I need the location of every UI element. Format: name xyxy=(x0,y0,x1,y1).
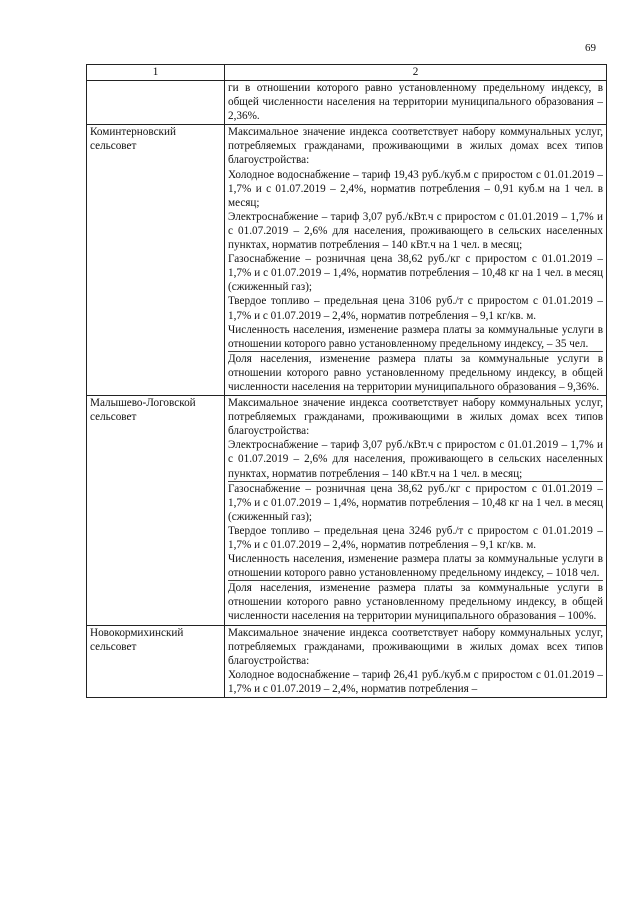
description-paragraph: Электроснабжение – тариф 3,07 руб./кВт.ч с приростом с 01.01.2019 – 1,7% и с 01.07.2019 – 2,6% для населения, проживающего в сельских населенных пунктах, норматив потребления – 140 кВт.ч на 1 чел. в месяц; xyxy=(228,210,603,252)
table-row xyxy=(87,396,607,626)
description-paragraph: Твердое топливо – предельная цена 3246 руб./т с приростом с 01.01.2019 – 1,7% и с 01.07.2019 – 2,4%, норматив потребления – 9,1 кг/кв. м. xyxy=(228,524,603,551)
description-cell xyxy=(225,125,607,396)
column-header-1: 1 xyxy=(87,65,225,81)
municipality-name: Малышево-Логовской сельсовет xyxy=(87,396,225,626)
table-row xyxy=(87,625,607,697)
municipality-name xyxy=(87,81,225,125)
table-row xyxy=(87,125,607,396)
description-cell xyxy=(225,625,607,697)
tariff-table xyxy=(86,64,607,698)
description-cell xyxy=(225,81,607,125)
page-number: 69 xyxy=(585,42,596,54)
municipality-name: Новокормихинский сельсовет xyxy=(87,625,225,697)
description-paragraph: Максимальное значение индекса соответствует набору коммунальных услуг, потребляемых гражданами, проживающими в жилых домах всех типов благоустройства: xyxy=(228,126,603,167)
description-paragraph: Холодное водоснабжение – тариф 26,41 руб./куб.м с приростом с 01.01.2019 – 1,7% и с 01.07.2019 – 2,4%, норматив потребления – xyxy=(228,668,603,695)
description-paragraph: Максимальное значение индекса соответствует набору коммунальных услуг, потребляемых гражданами, проживающими в жилых домах всех типов благоустройства: xyxy=(228,626,603,667)
column-header-2: 2 xyxy=(225,65,607,81)
table-header-row xyxy=(87,65,607,81)
description-paragraph: Численность населения, изменение размера платы за коммунальные услуги в отношении которого равно установленному предельному индексу, – 35 чел. xyxy=(228,323,603,350)
description-paragraph: Холодное водоснабжение – тариф 19,43 руб./куб.м с приростом с 01.01.2019 – 1,7% и с 01.07.2019 – 2,4%, норматив потребления – 0,91 куб.м на 1 чел. в месяц; xyxy=(228,168,603,209)
description-cell xyxy=(225,396,607,626)
description-paragraph: Доля населения, изменение размера платы за коммунальные услуги в отношении которого равно установленному предельному индексу, в общей численности населения на территории муниципального образования – 9,36%. xyxy=(228,352,603,393)
description-paragraph: ги в отношении которого равно установленному предельному индексу, в общей численности населения на территории муниципального образования – 2,36%. xyxy=(228,82,603,123)
description-paragraph: Газоснабжение – розничная цена 38,62 руб./кг с приростом с 01.01.2019 – 1,7% и с 01.07.2019 – 1,4%, норматив потребления – 10,48 кг на 1 чел. в месяц (сжиженный газ); xyxy=(228,253,603,294)
description-paragraph: Максимальное значение индекса соответствует набору коммунальных услуг, потребляемых гражданами, проживающими в жилых домах всех типов благоустройства: xyxy=(228,397,603,438)
description-paragraph: Доля населения, изменение размера платы за коммунальные услуги в отношении которого равно установленному предельному индексу, в общей численности населения на территории муниципального образования – 100%. xyxy=(228,582,603,623)
description-paragraph: Газоснабжение – розничная цена 38,62 руб./кг с приростом с 01.01.2019 – 1,7% и с 01.07.2019 – 1,4%, норматив потребления – 10,48 кг на 1 чел. в месяц (сжиженный газ); xyxy=(228,482,603,523)
municipality-name: Коминтерновский сельсовет xyxy=(87,125,225,396)
table-row xyxy=(87,81,607,125)
description-paragraph: Численность населения, изменение размера платы за коммунальные услуги в отношении которого равно установленному предельному индексу, – 1018 чел. xyxy=(228,553,603,580)
description-paragraph: Электроснабжение – тариф 3,07 руб./кВт.ч с приростом с 01.01.2019 – 1,7% и с 01.07.2019 – 2,6% для населения, проживающего в сельских населенных пунктах, норматив потребления – 140 кВт.ч на 1 чел. в месяц; xyxy=(228,439,603,480)
description-paragraph: Твердое топливо – предельная цена 3106 руб./т с приростом с 01.01.2019 – 1,7% и с 01.07.2019 – 2,4%, норматив потребления – 9,1 кг/кв. м. xyxy=(228,295,603,322)
